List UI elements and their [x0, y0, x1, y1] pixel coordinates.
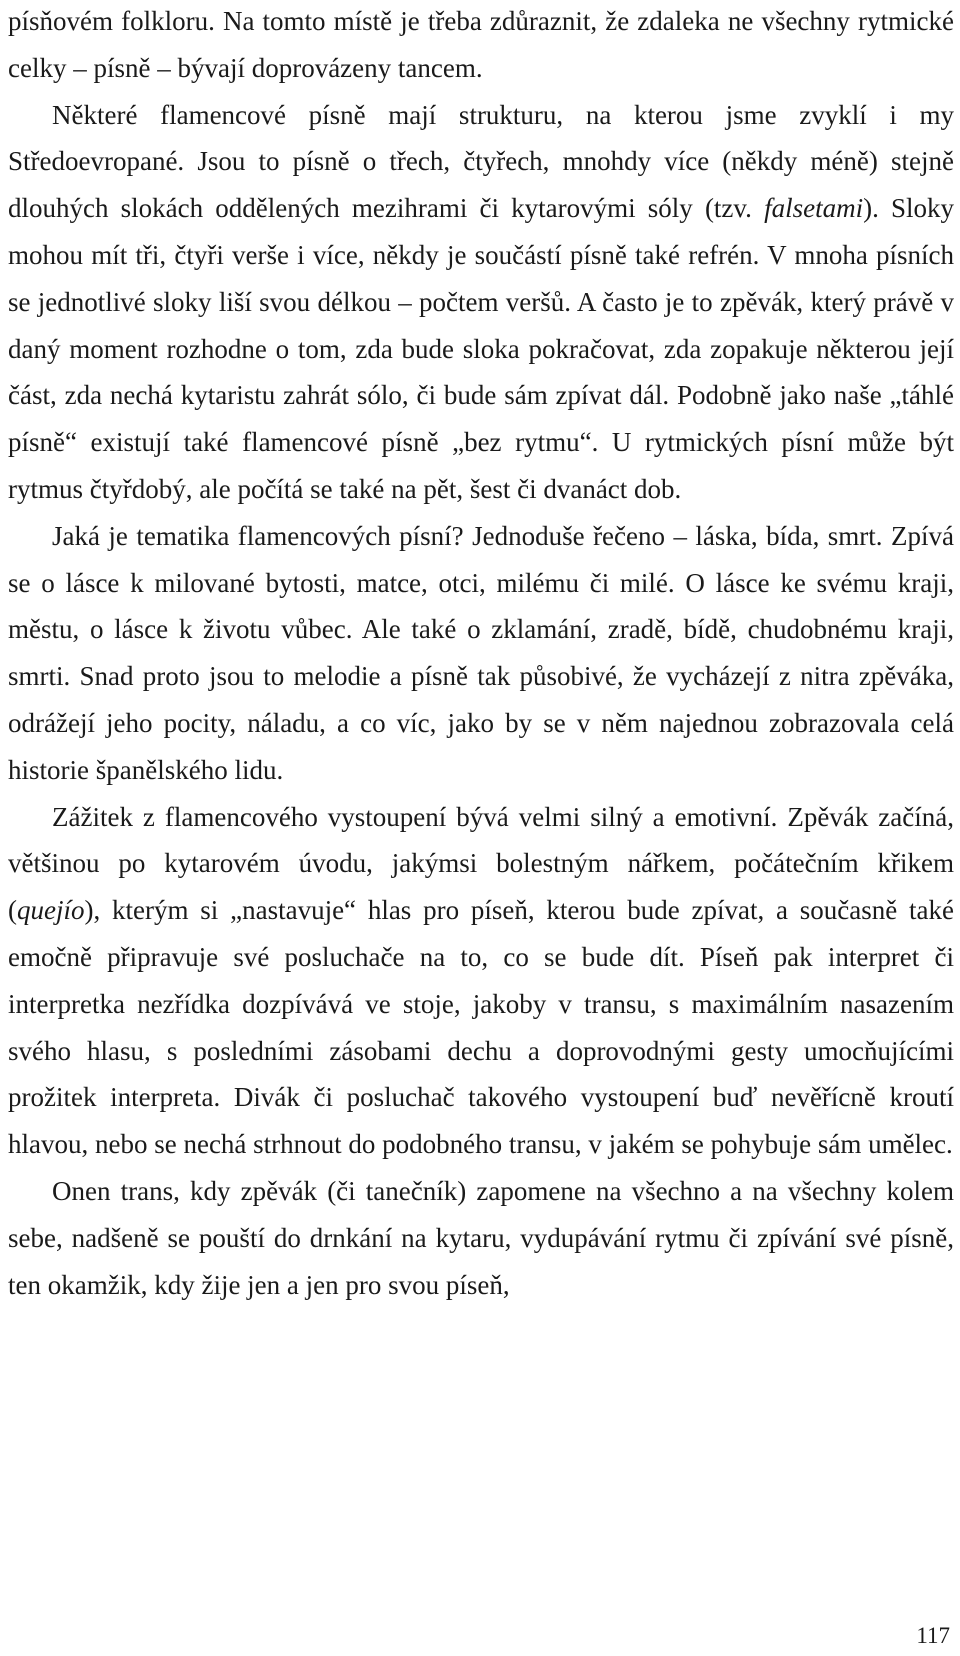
paragraph-2-italic-term: falsetami	[764, 193, 864, 224]
page-number: 117	[916, 1623, 950, 1648]
paragraph-5	[8, 1168, 954, 1308]
paragraph-3	[8, 513, 954, 794]
paragraph-3-segment-1: Jaká je tematika flamencových písní? Jednoduše řečeno – láska, bída, smrt. Zpívá se o lásce k milované bytosti, matce, otci, milému či milé. O lásce ke svému kraji, městu, o lásce k životu vůbec. Ale také o zklamání, zradě, bídě, chudobnému kraji, smrti. Snad proto jsou to melodie a písně tak působivé, že vycházejí z nitra zpěváka, odrážejí jeho pocity, náladu, a co víc, jako by se v něm najednou zobrazovala celá historie španělského lidu.	[8, 520, 954, 785]
paragraph-4-segment-1: Zážitek z flamencového vystoupení bývá velmi silný a emotivní. Zpěvák začíná, většinou po kytarovém úvodu, jakýmsi bolestným nářkem, počátečním křikem (	[8, 801, 954, 926]
paragraph-2-segment-1: Některé flamencové písně mají strukturu, na kterou jsme zvyklí i my Středoevropané. Jsou to písně o třech, čtyřech, mnohdy více (někdy méně) stejně dlouhých slokách oddělených mezihrami či kytarovými sóly (tzv.	[8, 99, 954, 224]
paragraph-4	[8, 794, 954, 1168]
paragraph-2-segment-3: ). Sloky mohou mít tři, čtyři verše i více, někdy je součástí písně také refrén. V mnoha písních se jednotlivé sloky liší svou délkou – počtem veršů. A často je to zpěvák, který právě v daný moment rozhodne o tom, zda bude sloka pokračovat, zda zopakuje některou její část, zda nechá kytaristu zahrát sólo, či bude sám zpívat dál. Podobně jako naše „táhlé písně“ existují také flamencové písně „bez rytmu“. U rytmických písní může být rytmus čtyřdobý, ale počítá se také na pět, šest či dvanáct dob.	[8, 193, 954, 504]
paragraph-2	[8, 92, 954, 513]
document-page	[8, 0, 954, 1656]
paragraph-5-segment-1: Onen trans, kdy zpěvák (či tanečník) zapomene na všechno a na všechny kolem sebe, nadšeně se pouští do drnkání na kytaru, vydupávání rytmu či zpívání své písně, ten okamžik, kdy žije jen a jen pro svou píseň,	[8, 1175, 954, 1300]
body-text	[8, 0, 954, 1308]
paragraph-1-segment-1: písňovém folkloru. Na tomto místě je třeba zdůraznit, že zdaleka ne všechny rytmické celky – písně – bývají doprovázeny tancem.	[8, 6, 954, 83]
paragraph-4-italic-term: quejío	[17, 895, 85, 926]
paragraph-1	[8, 0, 954, 92]
paragraph-4-segment-3: ), kterým si „nastavuje“ hlas pro píseň, kterou bude zpívat, a současně také emočně připravuje své posluchače na to, co se bude dít. Píseň pak interpret či interpretka nezřídka dozpívává ve stoje, jakoby v transu, s maximálním nasazením svého hlasu, s posledními zásobami dechu a doprovodnými gesty umocňujícími prožitek interpreta. Divák či posluchač takového vystoupení buď nevěřícně kroutí hlavou, nebo se nechá strhnout do podobného transu, v jakém se pohybuje sám umělec.	[8, 895, 954, 1160]
